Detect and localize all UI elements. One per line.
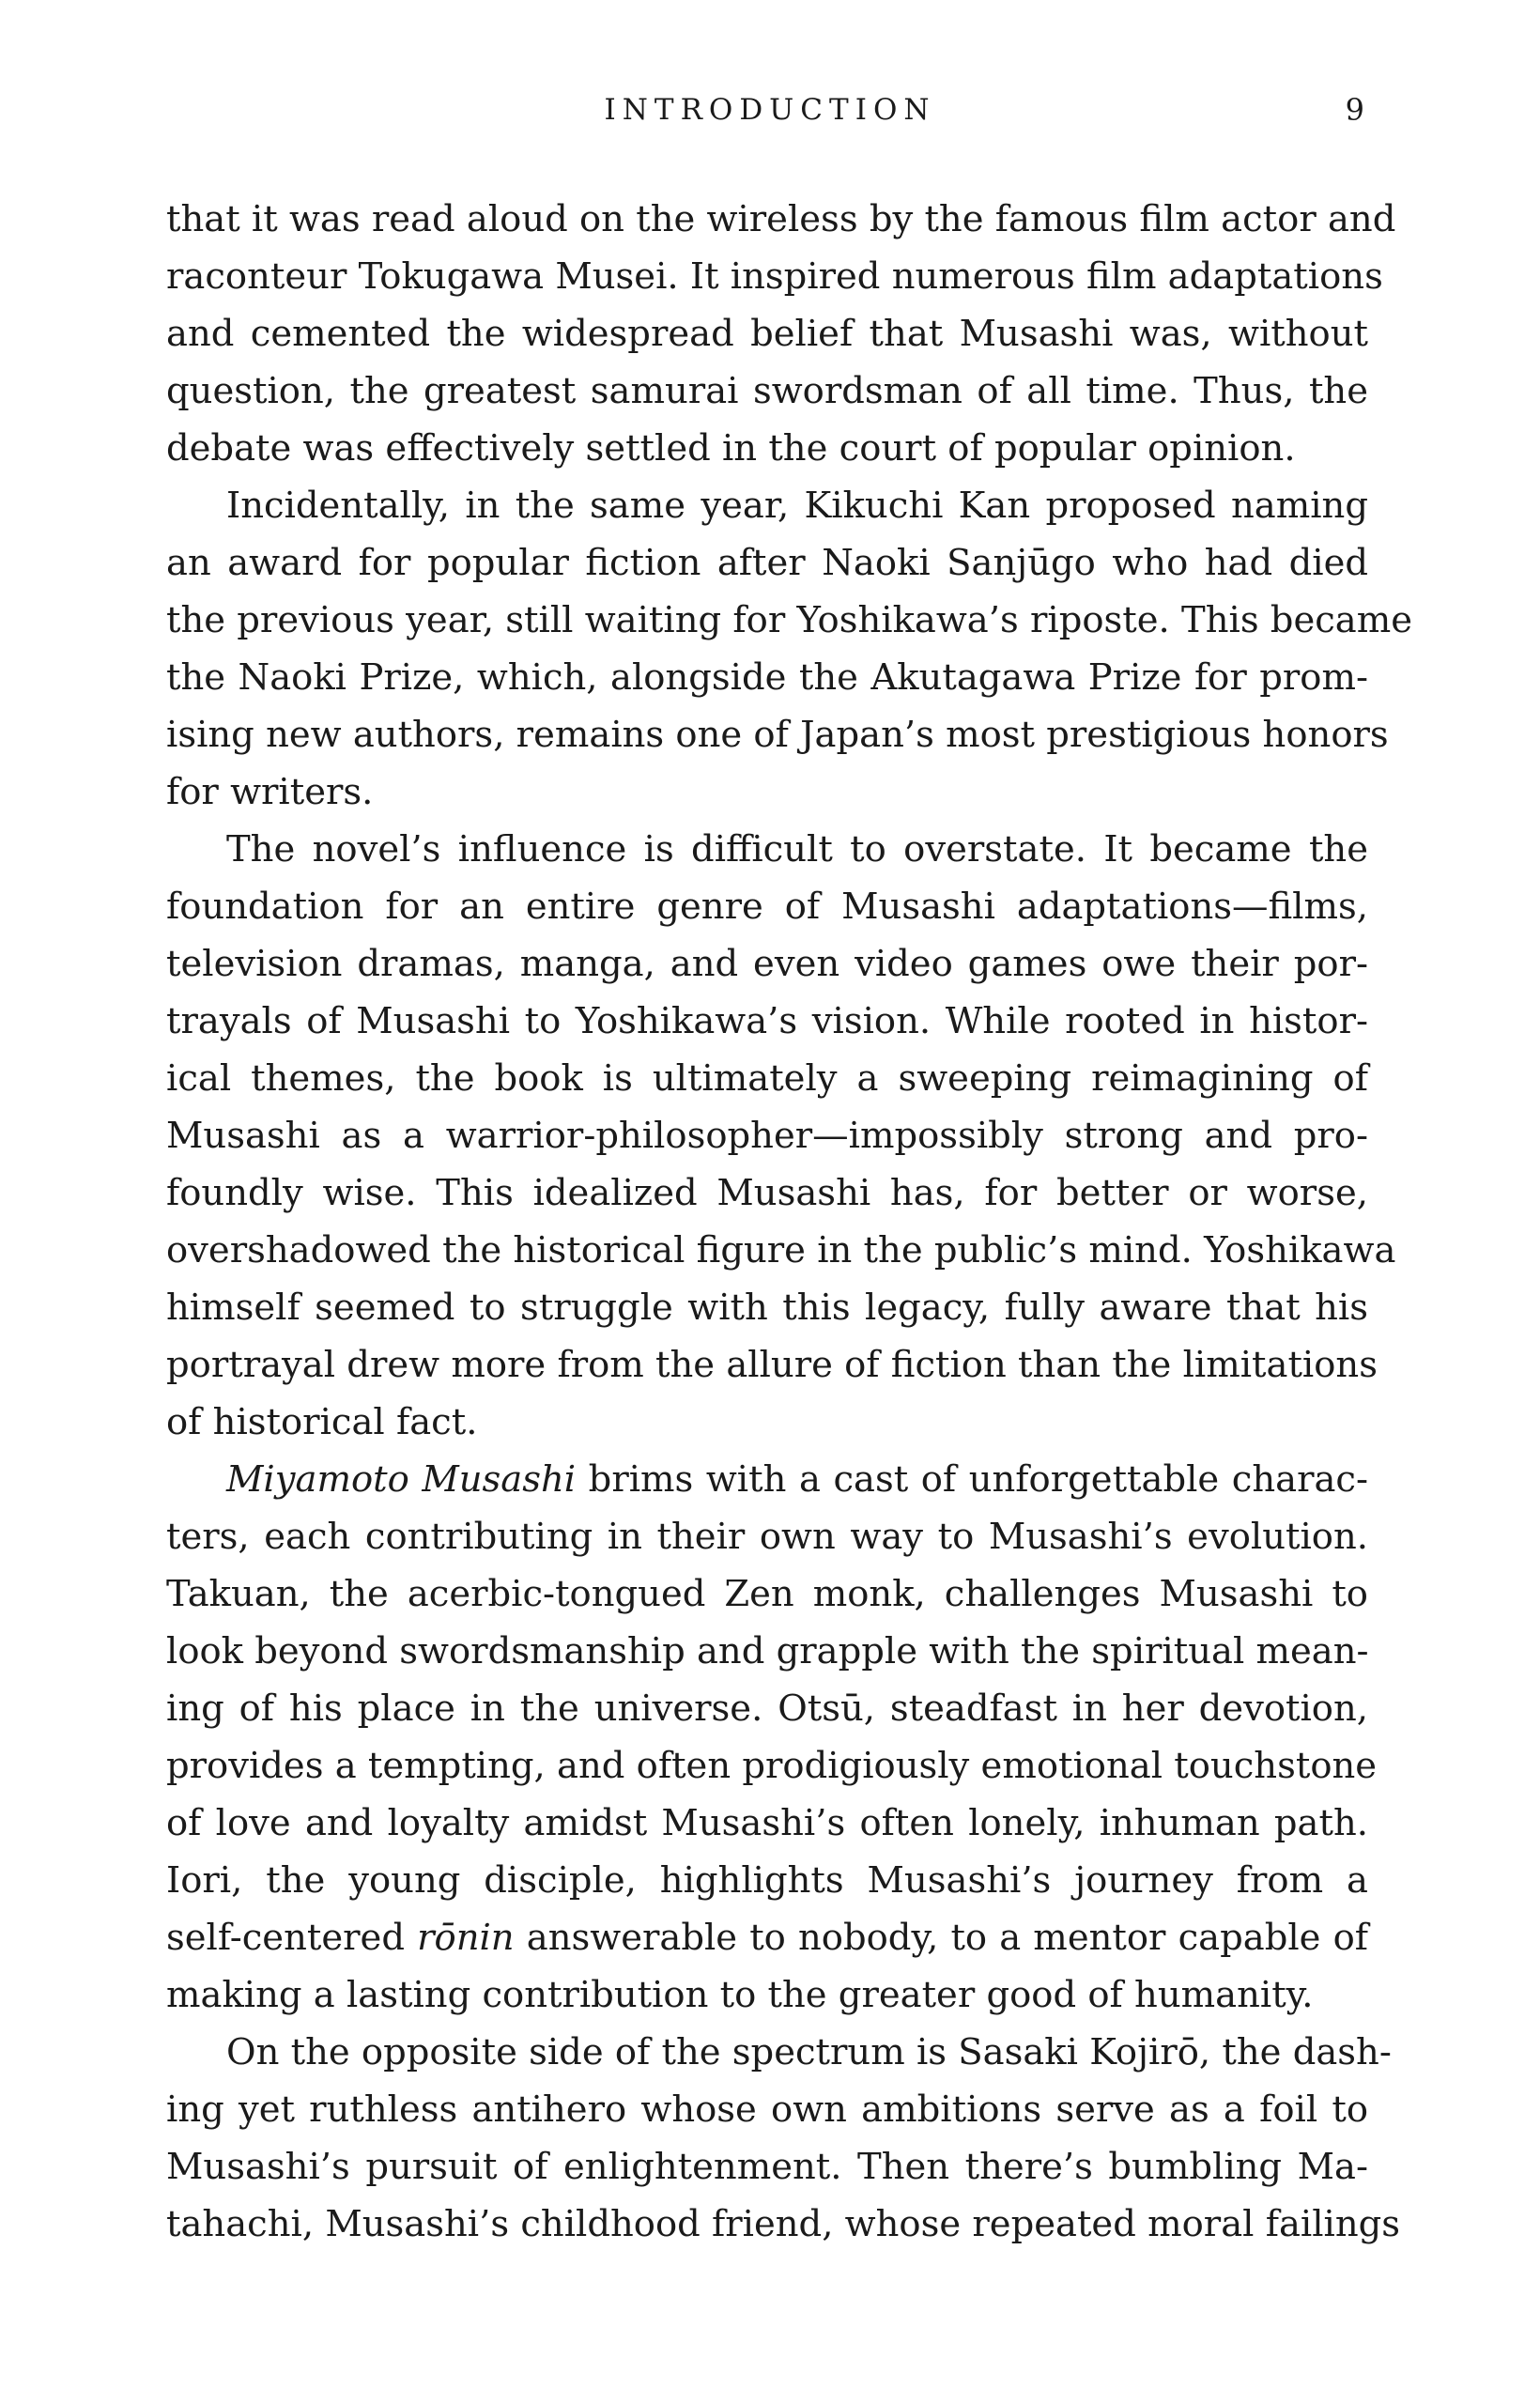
text-line: Incidentally, in the same year, Kikuchi Kan proposed naming [226, 485, 1368, 527]
text-line: ical themes, the book is ultimately a sweeping reimagining of [166, 1057, 1368, 1100]
text-line: debate was effectively settled in the court of popular opinion. [166, 427, 1296, 470]
text-line: television dramas, manga, and even video games owe their por- [166, 943, 1368, 985]
text-line: question, the greatest samurai swordsman of all time. Thus, the [166, 370, 1368, 412]
text-line: of love and loyalty amidst Musashi’s often lonely, inhuman path. [166, 1802, 1368, 1844]
text-line: himself seemed to struggle with this legacy, fully aware that his [166, 1287, 1368, 1329]
running-head [0, 86, 1540, 133]
text-line: foundation for an entire genre of Musashi adaptations—films, [166, 886, 1368, 928]
text-line: Iori, the young disciple, highlights Musashi’s journey from a [166, 1859, 1368, 1902]
text-line: an award for popular fiction after Naoki Sanjūgo who had died [166, 542, 1368, 584]
text-line: the previous year, still waiting for Yoshikawa’s riposte. This became [166, 599, 1413, 641]
text-line: the Naoki Prize, which, alongside the Akutagawa Prize for prom- [166, 656, 1368, 699]
text-segment: brims with a cast of unforgettable charac- [576, 1458, 1368, 1501]
text-line: Musashi as a warrior-philosopher—impossibly strong and pro- [166, 1115, 1368, 1157]
text-line: trayals of Musashi to Yoshikawa’s vision. While rooted in histor- [166, 1000, 1368, 1042]
text-line: look beyond swordsmanship and grapple with the spiritual mean- [166, 1630, 1369, 1672]
text-line: foundly wise. This idealized Musashi has, for better or worse, [166, 1172, 1368, 1214]
text-line: ters, each contributing in their own way to Musashi’s evolution. [166, 1516, 1368, 1558]
book-title: Miyamoto Musashi [226, 1458, 577, 1501]
text-line: provides a tempting, and often prodigiously emotional touchstone [166, 1745, 1378, 1787]
text-line: ising new authors, remains one of Japan’s most prestigious honors [166, 714, 1389, 756]
text-segment: answerable to nobody, to a mentor capable of [514, 1917, 1368, 1959]
text-line: for writers. [166, 771, 374, 813]
page-number: 9 [1345, 92, 1364, 128]
text-line: The novel’s influence is difficult to overstate. It became the [226, 828, 1368, 871]
text-line: Takuan, the acerbic-tongued Zen monk, challenges Musashi to [166, 1573, 1368, 1615]
term-ronin: rōnin [417, 1917, 515, 1959]
text-line: Musashi’s pursuit of enlightenment. Then there’s bumbling Ma- [166, 2146, 1368, 2188]
text-line: portrayal drew more from the allure of fiction than the limitations [166, 1344, 1378, 1386]
text-line: ing yet ruthless antihero whose own ambitions serve as a foil to [166, 2088, 1368, 2131]
text-line: On the opposite side of the spectrum is Sasaki Kojirō, the dash- [226, 2031, 1392, 2073]
text-line: ing of his place in the universe. Otsū, steadfast in her devotion, [166, 1687, 1368, 1730]
text-line: overshadowed the historical figure in the public’s mind. Yoshikawa [166, 1229, 1396, 1271]
text-line: making a lasting contribution to the greater good of humanity. [166, 1974, 1314, 2016]
text-line: and cemented the widespread belief that Musashi was, without [166, 313, 1368, 355]
text-line [166, 1909, 1368, 1966]
text-segment: self-centered [166, 1917, 418, 1959]
running-title: INTRODUCTION [604, 93, 936, 127]
text-line: raconteur Tokugawa Musei. It inspired numerous film adaptations [166, 255, 1383, 298]
text-line: tahachi, Musashi’s childhood friend, whose repeated moral failings [166, 2203, 1401, 2245]
text-line: that it was read aloud on the wireless by the famous film actor and [166, 198, 1396, 240]
body-text [166, 191, 1413, 2253]
text-line: of historical fact. [166, 1401, 478, 1443]
text-line [166, 1451, 1368, 1508]
